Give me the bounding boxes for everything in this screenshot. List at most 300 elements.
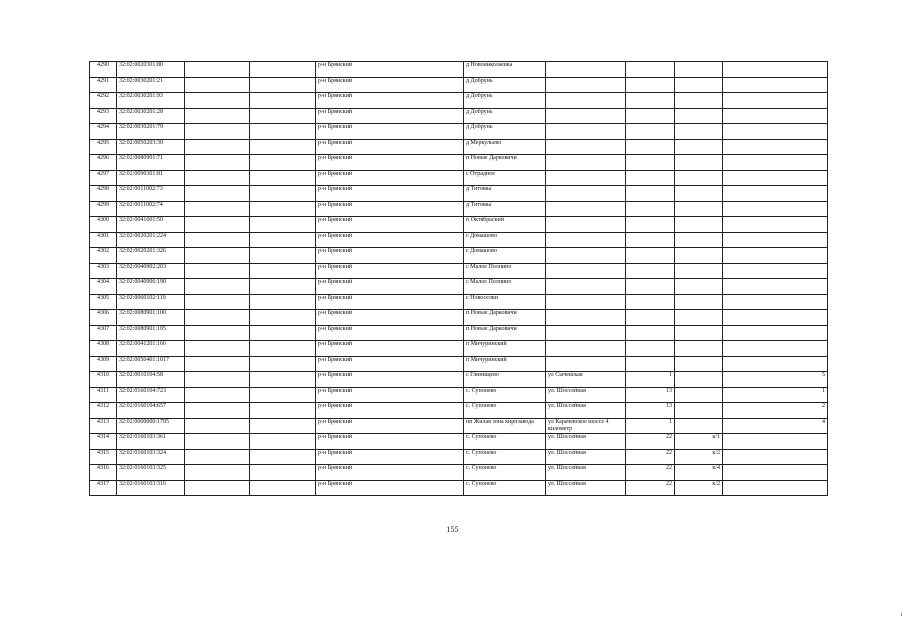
empty-cell (250, 418, 316, 434)
row-number-cell: 4306 (90, 310, 117, 326)
settlement-cell: д Добрунь (464, 93, 546, 109)
table-row (90, 263, 828, 279)
house-number-cell (626, 248, 675, 264)
building-cell (675, 356, 723, 372)
empty-cell (185, 170, 250, 186)
empty-cell (250, 449, 316, 465)
street-cell: ул. Шоссейная (546, 387, 626, 403)
building-cell (675, 418, 723, 434)
building-cell (675, 263, 723, 279)
empty-cell (185, 248, 250, 264)
table-row (90, 403, 828, 419)
settlement-cell: с. Супонево (464, 449, 546, 465)
building-cell (675, 93, 723, 109)
settlement-cell: с Домашово (464, 248, 546, 264)
row-number-cell: 4298 (90, 186, 117, 202)
empty-cell (185, 310, 250, 326)
empty-cell (185, 341, 250, 357)
apartment-cell (723, 170, 828, 186)
street-cell (546, 186, 626, 202)
district-cell: р-н Брянский (316, 325, 464, 341)
row-number-cell: 4291 (90, 77, 117, 93)
street-cell: ул. Шоссейная (546, 403, 626, 419)
house-number-cell (626, 93, 675, 109)
row-number-cell: 4297 (90, 170, 117, 186)
cadastral-number-cell: 32:02:0020201:224 (117, 232, 185, 248)
district-cell: р-н Брянский (316, 155, 464, 171)
district-cell: р-н Брянский (316, 124, 464, 140)
settlement-cell: п Мичуринский (464, 341, 546, 357)
settlement-cell: д Титовка (464, 201, 546, 217)
cadastral-number-cell: 32:02:0020201:326 (117, 248, 185, 264)
building-cell (675, 248, 723, 264)
apartment-cell (723, 248, 828, 264)
district-cell: р-н Брянский (316, 310, 464, 326)
empty-cell (250, 387, 316, 403)
row-number-cell: 4290 (90, 62, 117, 78)
district-cell: р-н Брянский (316, 294, 464, 310)
street-cell: ул. Шоссейная (546, 465, 626, 481)
empty-cell (250, 310, 316, 326)
district-cell: р-н Брянский (316, 480, 464, 496)
empty-cell (250, 403, 316, 419)
street-cell (546, 248, 626, 264)
house-number-cell (626, 186, 675, 202)
street-cell (546, 93, 626, 109)
empty-cell (250, 201, 316, 217)
house-number-cell (626, 279, 675, 295)
cadastral-number-cell: 32:02:0030201:79 (117, 124, 185, 140)
apartment-cell (723, 124, 828, 140)
cadastral-number-cell: 32:02:0160103:316 (117, 480, 185, 496)
row-number-cell: 4316 (90, 465, 117, 481)
empty-cell (185, 356, 250, 372)
building-cell (675, 124, 723, 140)
apartment-cell (723, 325, 828, 341)
row-number-cell: 4307 (90, 325, 117, 341)
row-number-cell: 4310 (90, 372, 117, 388)
house-number-cell (626, 139, 675, 155)
house-number-cell (626, 232, 675, 248)
settlement-cell: д Добрунь (464, 108, 546, 124)
table-row (90, 124, 828, 140)
building-cell (675, 387, 723, 403)
row-number-cell: 4303 (90, 263, 117, 279)
apartment-cell: 1 (723, 387, 828, 403)
district-cell: р-н Брянский (316, 449, 464, 465)
table-row (90, 93, 828, 109)
row-number-cell: 4295 (90, 139, 117, 155)
cadastral-number-cell: 32:02:0160103:325 (117, 465, 185, 481)
building-cell (675, 310, 723, 326)
empty-cell (185, 62, 250, 78)
building-cell (675, 155, 723, 171)
empty-cell (185, 77, 250, 93)
empty-cell (185, 480, 250, 496)
district-cell: р-н Брянский (316, 418, 464, 434)
settlement-cell: с. Супонево (464, 403, 546, 419)
building-cell (675, 232, 723, 248)
empty-cell (185, 108, 250, 124)
settlement-cell: п Новые Дарковичи (464, 155, 546, 171)
apartment-cell (723, 232, 828, 248)
cadastral-number-cell: 32:02:0060102:110 (117, 294, 185, 310)
house-number-cell (626, 356, 675, 372)
empty-cell (250, 139, 316, 155)
cadastral-number-cell: 32:02:0041001:50 (117, 217, 185, 233)
house-number-cell (626, 310, 675, 326)
row-number-cell: 4305 (90, 294, 117, 310)
district-cell: р-н Брянский (316, 139, 464, 155)
house-number-cell (626, 201, 675, 217)
district-cell: р-н Брянский (316, 434, 464, 450)
table-row (90, 62, 828, 78)
table-row (90, 341, 828, 357)
empty-cell (185, 201, 250, 217)
apartment-cell (723, 93, 828, 109)
cadastral-number-cell: 32:02:0011002:74 (117, 201, 185, 217)
apartment-cell (723, 434, 828, 450)
table-row (90, 356, 828, 372)
district-cell: р-н Брянский (316, 403, 464, 419)
apartment-cell (723, 186, 828, 202)
house-number-cell: 1 (626, 418, 675, 434)
building-cell (675, 186, 723, 202)
settlement-cell: д Новониколаевка (464, 62, 546, 78)
house-number-cell (626, 341, 675, 357)
street-cell (546, 62, 626, 78)
table-row (90, 387, 828, 403)
street-cell (546, 325, 626, 341)
house-number-cell (626, 108, 675, 124)
apartment-cell (723, 449, 828, 465)
row-number-cell: 4300 (90, 217, 117, 233)
register-table-body (90, 62, 828, 496)
street-cell (546, 124, 626, 140)
row-number-cell: 4292 (90, 93, 117, 109)
district-cell: р-н Брянский (316, 465, 464, 481)
building-cell (675, 108, 723, 124)
cadastral-number-cell: 32:02:0041201:166 (117, 341, 185, 357)
table-row (90, 248, 828, 264)
cadastral-number-cell: 32:02:0010104:58 (117, 372, 185, 388)
empty-cell (185, 139, 250, 155)
settlement-cell: д Меркульево (464, 139, 546, 155)
street-cell: ул. Шоссейная (546, 480, 626, 496)
settlement-cell: с Домашово (464, 232, 546, 248)
empty-cell (185, 387, 250, 403)
empty-cell (250, 186, 316, 202)
street-cell (546, 201, 626, 217)
apartment-cell (723, 155, 828, 171)
house-number-cell: 1 (626, 372, 675, 388)
empty-cell (185, 418, 250, 434)
building-cell (675, 294, 723, 310)
empty-cell (250, 341, 316, 357)
empty-cell (250, 279, 316, 295)
house-number-cell: 22 (626, 449, 675, 465)
house-number-cell (626, 263, 675, 279)
district-cell: р-н Брянский (316, 248, 464, 264)
street-cell: ул. Шоссейная (546, 434, 626, 450)
street-cell (546, 155, 626, 171)
settlement-cell: с. Супонево (464, 480, 546, 496)
table-row (90, 108, 828, 124)
settlement-cell: п Мичуринский (464, 356, 546, 372)
row-number-cell: 4302 (90, 248, 117, 264)
cadastral-number-cell: 32:02:0050203:30 (117, 139, 185, 155)
settlement-cell: с Малое Полпино (464, 263, 546, 279)
table-row (90, 310, 828, 326)
table-row (90, 77, 828, 93)
house-number-cell (626, 77, 675, 93)
cadastral-number-cell: 32:02:0160104:723 (117, 387, 185, 403)
district-cell: р-н Брянский (316, 232, 464, 248)
page-number: 155 (446, 525, 459, 534)
district-cell: р-н Брянский (316, 93, 464, 109)
settlement-cell: с. Супонево (464, 434, 546, 450)
empty-cell (185, 465, 250, 481)
building-cell (675, 77, 723, 93)
empty-cell (250, 93, 316, 109)
empty-cell (250, 294, 316, 310)
street-cell (546, 108, 626, 124)
district-cell: р-н Брянский (316, 201, 464, 217)
settlement-cell: п Новые Дарковичи (464, 310, 546, 326)
row-number-cell: 4296 (90, 155, 117, 171)
district-cell: р-н Брянский (316, 186, 464, 202)
empty-cell (250, 465, 316, 481)
table-row (90, 155, 828, 171)
table-row (90, 465, 828, 481)
empty-cell (185, 186, 250, 202)
building-cell: к/4 (675, 465, 723, 481)
empty-cell (250, 372, 316, 388)
building-cell (675, 372, 723, 388)
apartment-cell (723, 310, 828, 326)
empty-cell (250, 263, 316, 279)
cadastral-number-cell: 32:02:0160103:361 (117, 434, 185, 450)
building-cell: к/1 (675, 434, 723, 450)
row-number-cell: 4311 (90, 387, 117, 403)
street-cell: ул Карачевское шоссе 4 километр (546, 418, 626, 434)
apartment-cell (723, 201, 828, 217)
house-number-cell (626, 170, 675, 186)
settlement-cell: д Титовка (464, 186, 546, 202)
street-cell (546, 77, 626, 93)
building-cell (675, 217, 723, 233)
apartment-cell (723, 480, 828, 496)
table-row (90, 372, 828, 388)
settlement-cell: д Добрунь (464, 77, 546, 93)
district-cell: р-н Брянский (316, 217, 464, 233)
row-number-cell: 4309 (90, 356, 117, 372)
house-number-cell (626, 124, 675, 140)
cadastral-number-cell: 32:02:0160103:324 (117, 449, 185, 465)
district-cell: р-н Брянский (316, 387, 464, 403)
empty-cell (185, 93, 250, 109)
table-row (90, 232, 828, 248)
row-number-cell: 4317 (90, 480, 117, 496)
table-row (90, 294, 828, 310)
street-cell (546, 356, 626, 372)
apartment-cell (723, 263, 828, 279)
row-number-cell: 4314 (90, 434, 117, 450)
empty-cell (185, 294, 250, 310)
apartment-cell (723, 139, 828, 155)
empty-cell (250, 356, 316, 372)
cadastral-number-cell: 32:02:0080901:105 (117, 325, 185, 341)
register-table (89, 61, 828, 496)
street-cell (546, 341, 626, 357)
street-cell (546, 170, 626, 186)
district-cell: р-н Брянский (316, 341, 464, 357)
cadastral-number-cell: 32:02:0030201:21 (117, 77, 185, 93)
empty-cell (185, 434, 250, 450)
apartment-cell: 5 (723, 372, 828, 388)
table-row (90, 418, 828, 434)
row-number-cell: 4301 (90, 232, 117, 248)
district-cell: р-н Брянский (316, 77, 464, 93)
building-cell (675, 62, 723, 78)
empty-cell (250, 325, 316, 341)
empty-cell (185, 124, 250, 140)
cadastral-number-cell: 32:02:0020301:80 (117, 62, 185, 78)
cadastral-number-cell: 32:02:0160104:657 (117, 403, 185, 419)
apartment-cell (723, 341, 828, 357)
settlement-cell: д Добрунь (464, 124, 546, 140)
building-cell (675, 279, 723, 295)
empty-cell (250, 170, 316, 186)
street-cell (546, 217, 626, 233)
settlement-cell: с Отрадное (464, 170, 546, 186)
row-number-cell: 4299 (90, 201, 117, 217)
empty-cell (185, 263, 250, 279)
table-row (90, 139, 828, 155)
settlement-cell: с Глинищево (464, 372, 546, 388)
apartment-cell (723, 217, 828, 233)
district-cell: р-н Брянский (316, 108, 464, 124)
apartment-cell (723, 356, 828, 372)
table-row (90, 325, 828, 341)
row-number-cell: 4312 (90, 403, 117, 419)
apartment-cell: 2 (723, 403, 828, 419)
house-number-cell (626, 217, 675, 233)
house-number-cell (626, 155, 675, 171)
empty-cell (185, 279, 250, 295)
empty-cell (250, 155, 316, 171)
empty-cell (250, 217, 316, 233)
table-row (90, 201, 828, 217)
table-row (90, 480, 828, 496)
cadastral-number-cell: 32:02:0040906:190 (117, 279, 185, 295)
street-cell (546, 263, 626, 279)
settlement-cell: с. Супонево (464, 387, 546, 403)
district-cell: р-н Брянский (316, 263, 464, 279)
street-cell (546, 294, 626, 310)
building-cell: к/2 (675, 480, 723, 496)
district-cell: р-н Брянский (316, 62, 464, 78)
empty-cell (185, 372, 250, 388)
settlement-cell: с. Супонево (464, 465, 546, 481)
table-row (90, 217, 828, 233)
table-row (90, 170, 828, 186)
table-row (90, 449, 828, 465)
house-number-cell: 13 (626, 403, 675, 419)
settlement-cell: п Октябрьский (464, 217, 546, 233)
house-number-cell (626, 294, 675, 310)
row-number-cell: 4293 (90, 108, 117, 124)
building-cell (675, 403, 723, 419)
empty-cell (250, 480, 316, 496)
cadastral-number-cell: 32:02:0040902:203 (117, 263, 185, 279)
house-number-cell: 13 (626, 387, 675, 403)
row-number-cell: 4313 (90, 418, 117, 434)
district-cell: р-н Брянский (316, 279, 464, 295)
cadastral-number-cell: 32:02:0080901:71 (117, 155, 185, 171)
settlement-cell: нп Жилая зона кирпзавода (464, 418, 546, 434)
table-row (90, 186, 828, 202)
empty-cell (185, 155, 250, 171)
empty-cell (250, 248, 316, 264)
settlement-cell: с Новоселки (464, 294, 546, 310)
settlement-cell: с Малое Полпино (464, 279, 546, 295)
apartment-cell (723, 62, 828, 78)
empty-cell (185, 217, 250, 233)
cadastral-number-cell: 32:02:0080901:100 (117, 310, 185, 326)
empty-cell (250, 232, 316, 248)
cadastral-number-cell: 32:02:0000000:1705 (117, 418, 185, 434)
empty-cell (185, 325, 250, 341)
house-number-cell (626, 325, 675, 341)
cadastral-number-cell: 32:02:0030201:28 (117, 108, 185, 124)
empty-cell (185, 449, 250, 465)
empty-cell (185, 232, 250, 248)
cadastral-number-cell: 32:02:0050401:1017 (117, 356, 185, 372)
apartment-cell (723, 108, 828, 124)
building-cell (675, 325, 723, 341)
apartment-cell (723, 294, 828, 310)
house-number-cell: 22 (626, 480, 675, 496)
cadastral-number-cell: 32:02:0011002:73 (117, 186, 185, 202)
house-number-cell: 22 (626, 465, 675, 481)
street-cell (546, 232, 626, 248)
street-cell (546, 139, 626, 155)
cadastral-number-cell: 32:02:0030201:93 (117, 93, 185, 109)
street-cell: ул Сычевская (546, 372, 626, 388)
row-number-cell: 4294 (90, 124, 117, 140)
scan-edge-mark (901, 613, 902, 616)
row-number-cell: 4308 (90, 341, 117, 357)
building-cell (675, 341, 723, 357)
building-cell: к/2 (675, 449, 723, 465)
cadastral-number-cell: 32:02:0090301:81 (117, 170, 185, 186)
table-row (90, 279, 828, 295)
empty-cell (250, 124, 316, 140)
district-cell: р-н Брянский (316, 170, 464, 186)
district-cell: р-н Брянский (316, 356, 464, 372)
street-cell (546, 279, 626, 295)
building-cell (675, 139, 723, 155)
apartment-cell (723, 77, 828, 93)
apartment-cell (723, 465, 828, 481)
row-number-cell: 4315 (90, 449, 117, 465)
empty-cell (185, 403, 250, 419)
row-number-cell: 4304 (90, 279, 117, 295)
apartment-cell (723, 279, 828, 295)
settlement-cell: п Новые Дарковичи (464, 325, 546, 341)
house-number-cell (626, 62, 675, 78)
